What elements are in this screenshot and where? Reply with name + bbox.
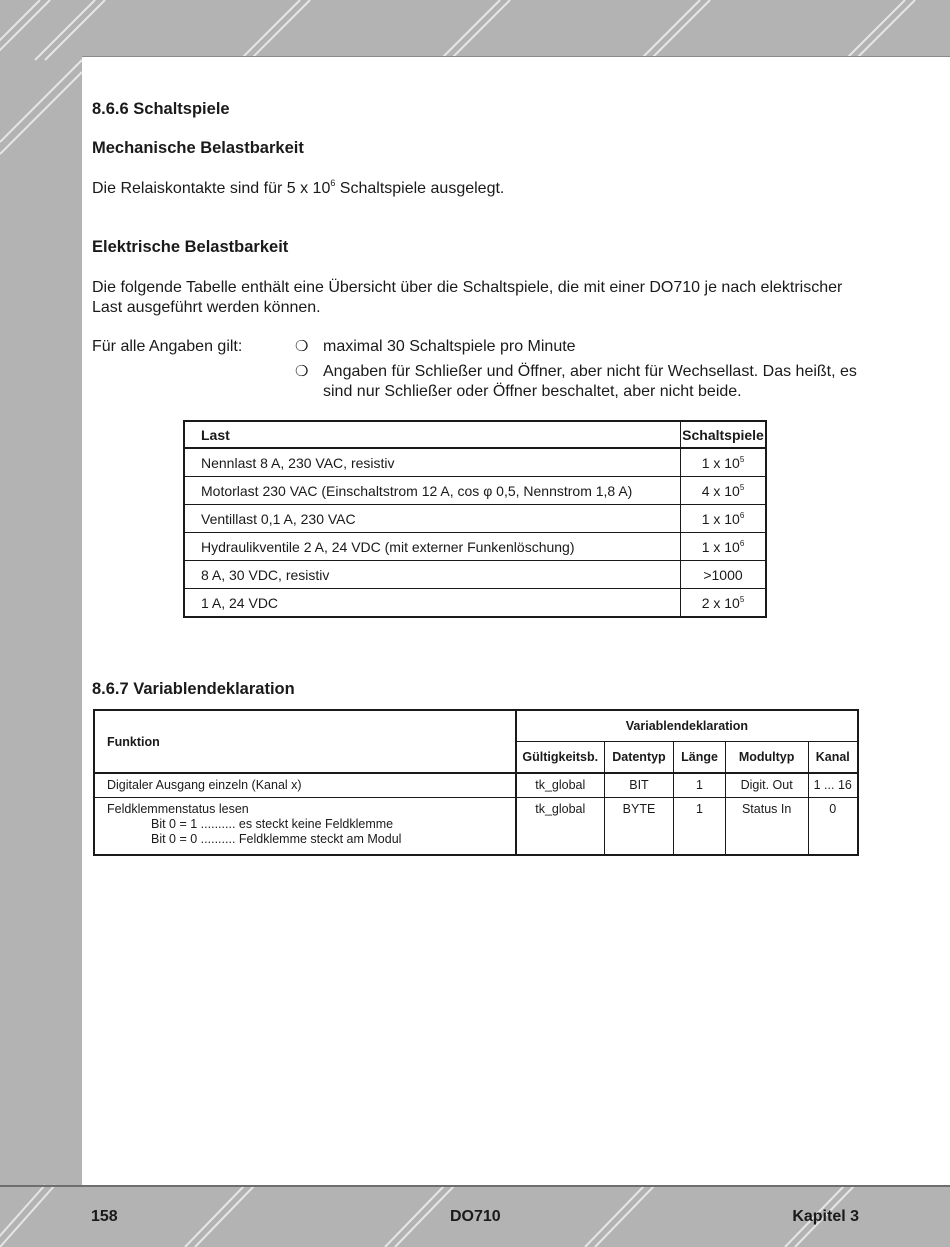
- elek-paragraph: Die folgende Tabelle enthält eine Übersicht über die Schaltspiele, die mit einer DO710 je nach elektrischer Last ausgeführt werden können.: [92, 279, 843, 316]
- table-row: Feldklemmenstatus lesen Bit 0 = 1 .......... es steckt keine Feldklemme Bit 0 = 0 .......... Feldklemme steckt am Modul tk_global BYTE 1 Status In 0: [94, 798, 858, 856]
- table-row: Digitaler Ausgang einzeln (Kanal x) tk_global BIT 1 Digit. Out 1 ... 16: [94, 773, 858, 798]
- table-row: 1 A, 24 VDC 2 x $10^5$: [184, 589, 766, 618]
- column-header-gueltigkeit: Gültigkeitsb.: [516, 742, 604, 774]
- subheading-elektrische-belastbarkeit: Elektrische Belastbarkeit: [92, 238, 289, 256]
- variable-declaration-table: [93, 709, 859, 856]
- bullet-circle-icon: ❍: [295, 363, 309, 380]
- column-group-header: Variablendeklaration: [516, 710, 858, 742]
- angaben-label: Für alle Angaben gilt:: [92, 338, 243, 355]
- column-header-modultyp: Modultyp: [725, 742, 808, 774]
- table-row: Nennlast 8 A, 230 VAC, resistiv 1 x $10^5$: [184, 448, 766, 477]
- table-row: Ventillast 0,1 A, 230 VAC 1 x $10^6$: [184, 505, 766, 533]
- table-row: Hydraulikventile 2 A, 24 VDC (mit externer Funkenlöschung) 1 x $10^6$: [184, 533, 766, 561]
- column-header-datentyp: Datentyp: [604, 742, 674, 774]
- subheading-mechanische-belastbarkeit: Mechanische Belastbarkeit: [92, 139, 304, 157]
- column-header-last: Last: [184, 421, 681, 448]
- bullet-item: ❍ Angaben für Schließer und Öffner, aber nicht für Wechsellast. Das heißt, es sind nur Schließer oder Öffner beschaltet, aber nicht beide.: [295, 363, 857, 400]
- column-header-funktion: Funktion: [94, 710, 516, 773]
- section-heading-schaltspiele: 8.6.6 Schaltspiele: [92, 100, 230, 118]
- table-header-row: [184, 421, 766, 448]
- footer-product: DO710: [450, 1208, 501, 1225]
- bullet-circle-icon: ❍: [295, 338, 309, 355]
- column-header-kanal: Kanal: [808, 742, 858, 774]
- section-heading-variablendeklaration: 8.6.7 Variablendeklaration: [92, 680, 295, 698]
- column-header-schaltspiele: Schaltspiele: [681, 421, 767, 448]
- table-header-row: [94, 710, 858, 742]
- table-row: Motorlast 230 VAC (Einschaltstrom 12 A, cos φ 0,5, Nennstrom 1,8 A) 4 x $10^5$: [184, 477, 766, 505]
- mech-paragraph: Die Relaiskontakte sind für 5 x $10^6$ Schaltspiele ausgelegt.: [92, 178, 505, 197]
- column-header-laenge: Länge: [674, 742, 725, 774]
- footer-chapter: Kapitel 3: [792, 1208, 859, 1225]
- page-content-area: [82, 57, 950, 1185]
- footer-page-number: 158: [91, 1208, 118, 1225]
- bullet-item: ❍ maximal 30 Schaltspiele pro Minute: [295, 338, 576, 355]
- table-row: 8 A, 30 VDC, resistiv >1000: [184, 561, 766, 589]
- load-table: [183, 420, 767, 618]
